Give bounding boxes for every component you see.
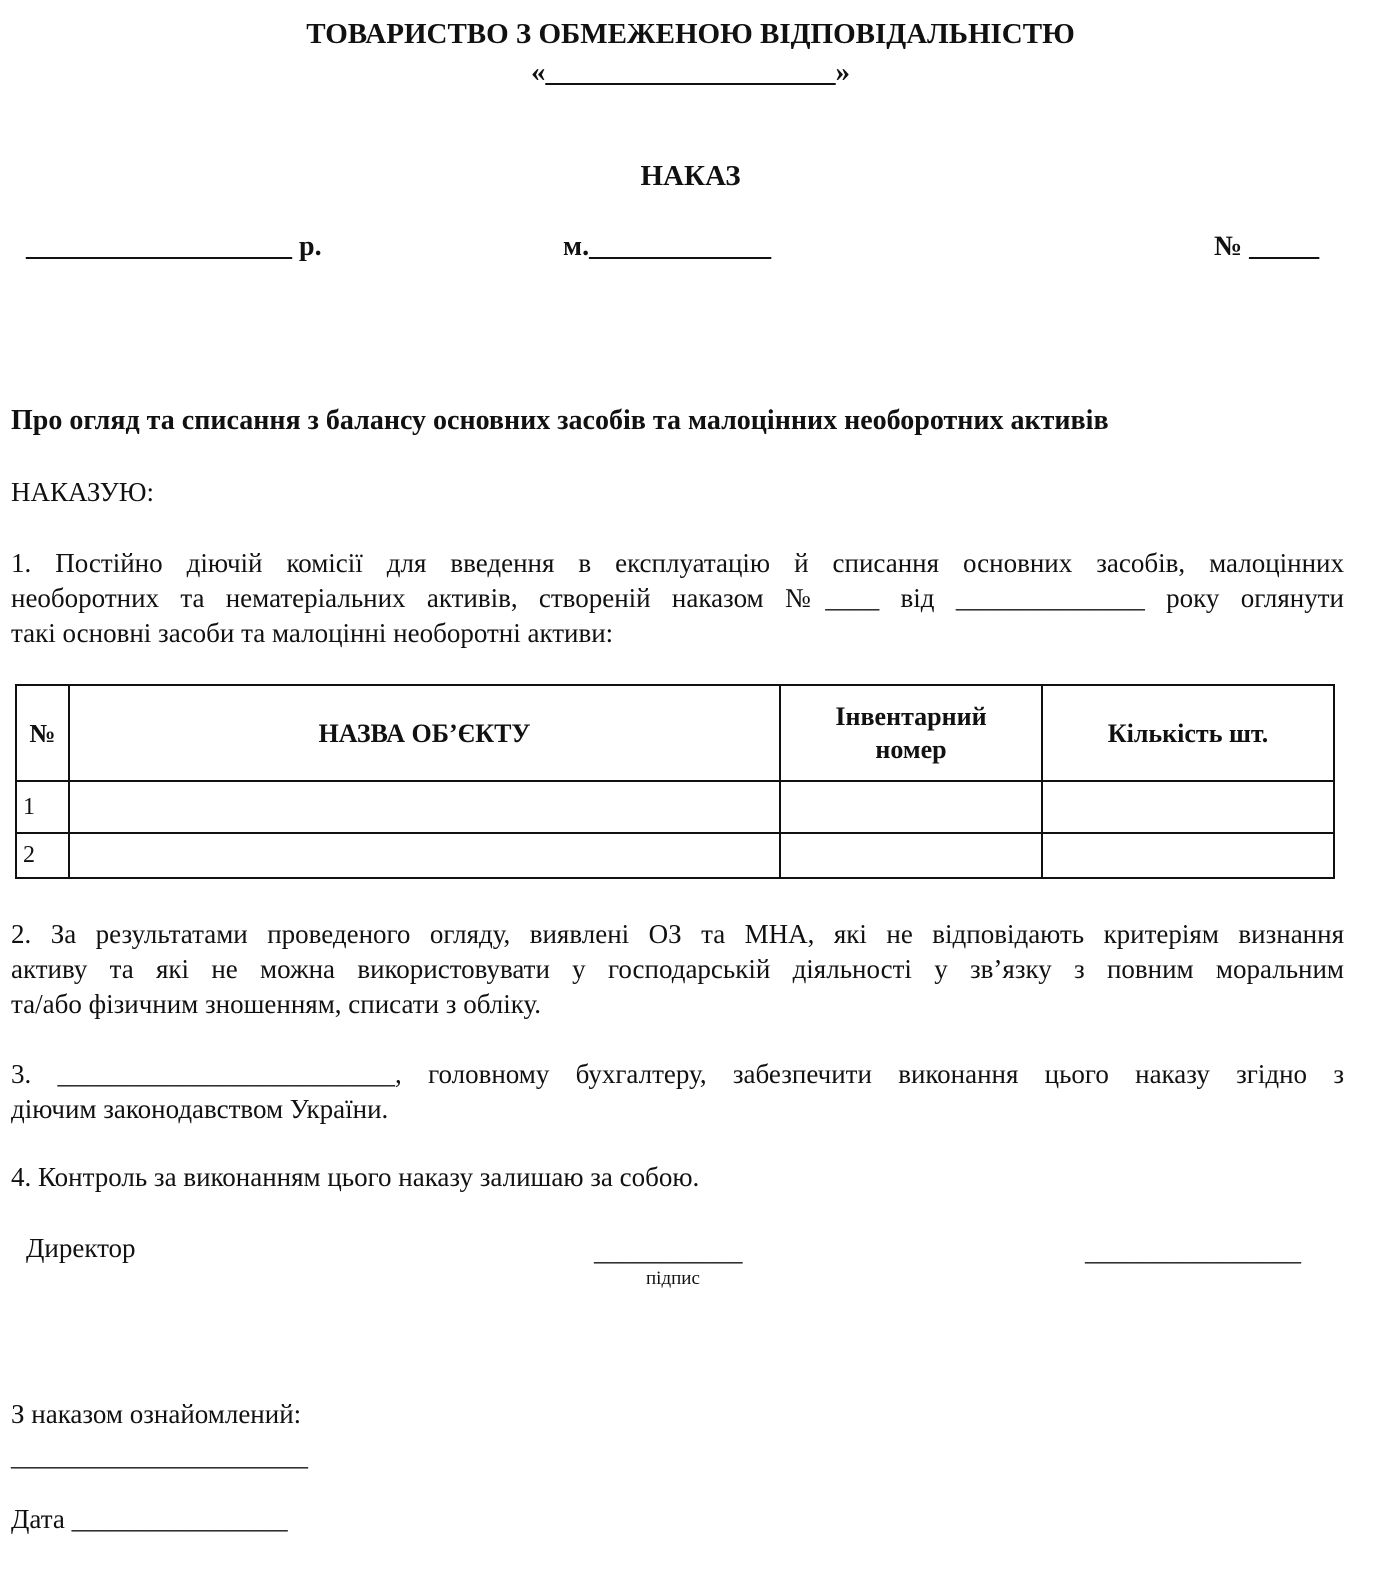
table-cell-num: 2 bbox=[15, 832, 70, 879]
table-header-quantity: Кількість шт. bbox=[1041, 684, 1335, 782]
table-header-num: № bbox=[15, 684, 70, 782]
table-cell-quantity[interactable] bbox=[1041, 780, 1335, 834]
paragraph-2-line: та/або фізичним зношенням, списати з обліку. bbox=[11, 989, 542, 1019]
table-header-inventory bbox=[779, 684, 1043, 782]
paragraph-1-line: необоротних та нематеріальних активів, створеній наказом №____ від ______________ року оглянути bbox=[11, 583, 1344, 613]
organization-type-heading: ТОВАРИСТВО З ОБМЕЖЕНОЮ ВІДПОВІДАЛЬНІСТЮ bbox=[306, 18, 1075, 50]
table-cell-name[interactable] bbox=[68, 832, 781, 879]
table-cell-num: 1 bbox=[15, 780, 70, 834]
order-subject: Про огляд та списання з балансу основних засобів та малоцінних необоротних активів bbox=[11, 405, 1109, 436]
paragraph-1-line: 1. Постійно діючій комісії для введення в експлуатацію й списання основних засобів, малоцінних bbox=[11, 548, 1344, 578]
paragraph-1-line: такі основні засоби та малоцінні необоротні активи: bbox=[11, 618, 614, 648]
table-cell-quantity[interactable] bbox=[1041, 832, 1335, 879]
paragraph-3-line: діючим законодавством України. bbox=[11, 1094, 389, 1124]
signatory-name-line: ________________ bbox=[1085, 1236, 1301, 1266]
table-header-inventory-line: Інвентарний bbox=[835, 702, 987, 731]
date-blank: ___________________ р. bbox=[26, 231, 322, 262]
acquainted-signature-line: ______________________ bbox=[11, 1441, 308, 1471]
paragraph-4: 4. Контроль за виконанням цього наказу залишаю за собою. bbox=[11, 1162, 700, 1192]
document-title: НАКАЗ bbox=[640, 160, 741, 192]
signature-line: ___________ bbox=[594, 1236, 743, 1266]
assets-table bbox=[15, 684, 1335, 879]
acquainted-label: З наказом ознайомлений: bbox=[11, 1399, 302, 1429]
acquainted-date: Дата ________________ bbox=[11, 1504, 288, 1534]
table-header-name: НАЗВА ОБ’ЄКТУ bbox=[68, 684, 781, 782]
order-number-blank: № _____ bbox=[1214, 231, 1320, 262]
table-cell-name[interactable] bbox=[68, 780, 781, 834]
paragraph-1 bbox=[11, 546, 1344, 651]
signatory-position: Директор bbox=[26, 1233, 136, 1263]
signature-caption: підпис bbox=[646, 1268, 700, 1289]
order-word: НАКАЗУЮ: bbox=[11, 477, 155, 507]
paragraph-2-line: 2. За результатами проведеного огляду, виявлені ОЗ та МНА, які не відповідають критеріям визнання bbox=[11, 919, 1344, 949]
table-header-inventory-line: номер bbox=[875, 735, 947, 764]
paragraph-3 bbox=[11, 1057, 1344, 1127]
table-cell-inventory[interactable] bbox=[779, 832, 1043, 879]
organization-name-blank: «____________________» bbox=[531, 56, 850, 88]
paragraph-2-line: активу та які не можна використовувати у господарській діяльності у зв’язку з повним моральним bbox=[11, 954, 1344, 984]
paragraph-3-line: 3. _________________________, головному бухгалтеру, забезпечити виконання цього наказу згідно з bbox=[11, 1059, 1344, 1089]
city-blank: м._____________ bbox=[563, 231, 772, 262]
table-cell-inventory[interactable] bbox=[779, 780, 1043, 834]
paragraph-2 bbox=[11, 917, 1344, 1022]
